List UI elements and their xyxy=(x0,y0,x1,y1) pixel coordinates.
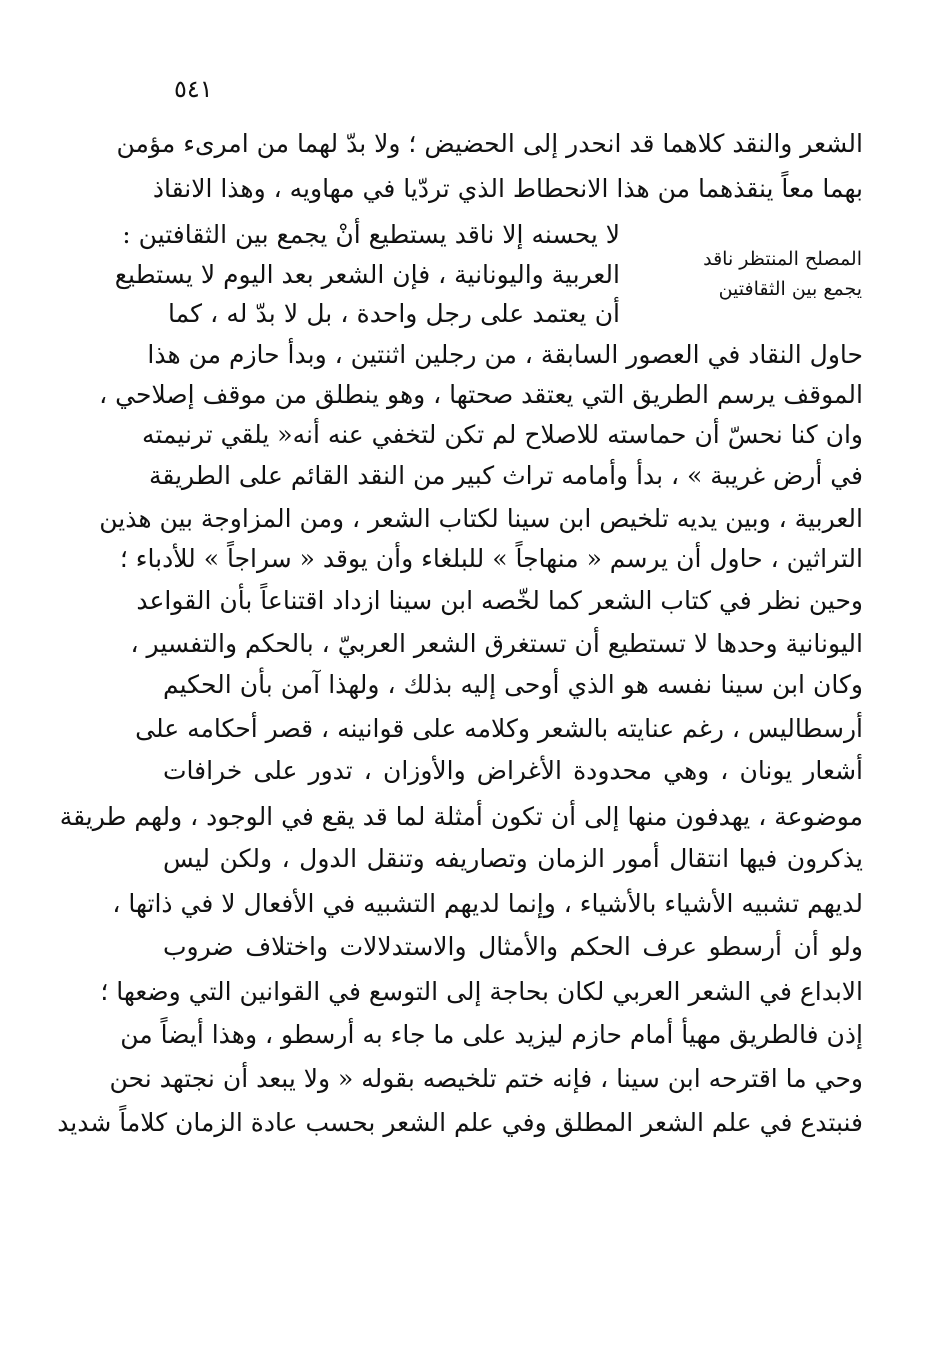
text-line: الابداع في الشعر العربي لكان بحاجة إلى التوسع في القوانين التي وضعها ؛ xyxy=(100,977,863,1006)
text-line: العربية ، وبين يديه تلخيص ابن سينا لكتاب الشعر ، ومن المزاوجة بين هذين xyxy=(99,504,863,533)
margin-note xyxy=(676,244,862,304)
text-line: موضوعة ، يهدفون منها إلى أن تكون أمثلة لما قد يقع في الوجود ، ولهم طريقة xyxy=(59,802,863,831)
text-line: فنبتدع في علم الشعر المطلق وفي علم الشعر بحسب عادة الزمان كلاماً شديد xyxy=(57,1108,863,1137)
text-line: أشعار يونان ، وهي محدودة الأغراض والأوزان ، تدور على خرافات xyxy=(163,756,863,785)
text-line: العربية واليونانية ، فإن الشعر بعد اليوم لا يستطيع xyxy=(114,260,620,289)
text-line: الشعر والنقد كلاهما قد انحدر إلى الحضيض ؛ ولا بدّ لهما من امرىء مؤمن xyxy=(116,129,863,158)
text-line: حاول النقاد في العصور السابقة ، من رجلين اثنتين ، وبدأ حازم من هذا xyxy=(147,340,863,369)
margin-note-line: يجمع بين الثقافتين xyxy=(718,278,862,300)
margin-note-line: المصلح المنتظر ناقد xyxy=(703,248,862,270)
text-line: بهما معاً ينقذهما من هذا الانحطاط الذي تردّيا في مهاويه ، وهذا الانقاذ xyxy=(152,174,863,203)
text-line: لديهم تشبيه الأشياء بالأشياء ، وإنما لديهم التشبيه في الأفعال لا في ذاتها ، xyxy=(112,889,863,918)
text-line: في أرض غريبة » ، بدأ وأمامه تراث كبير من النقد القائم على الطريقة xyxy=(149,461,863,490)
text-line: أن يعتمد على رجل واحدة ، بل لا بدّ له ، كما xyxy=(168,299,620,328)
text-line: يذكرون فيها انتقال أمور الزمان وتصاريفه وتنقل الدول ، ولكن ليس xyxy=(163,844,863,873)
text-line: لا يحسنه إلا ناقد يستطيع أنْ يجمع بين الثقافتين : xyxy=(122,220,620,249)
page-number: ٥٤١ xyxy=(174,75,213,103)
text-line: وحين نظر في كتاب الشعر كما لخّصه ابن سينا ازداد اقتناعاً بأن القواعد xyxy=(136,586,863,615)
text-line: الموقف يرسم الطريق التي يعتقد صحتها ، وهو ينطلق من موقف إصلاحي ، xyxy=(99,380,863,409)
text-line: وان كنا نحسّ أن حماسته للاصلاح لم تكن لتخفي عنه أنه« يلقي ترنيمته xyxy=(142,420,863,449)
text-line: وكان ابن سينا نفسه هو الذي أوحى إليه بذلك ، ولهذا آمن بأن الحكيم xyxy=(163,670,863,699)
text-line: أرسطاليس ، رغم عنايته بالشعر وكلامه على قوانينه ، قصر أحكامه على xyxy=(135,714,863,743)
text-line: وحي ما اقترحه ابن سينا ، فإنه ختم تلخيصه بقوله « ولا يبعد أن نجتهد نحن xyxy=(109,1064,863,1093)
text-line: التراثين ، حاول أن يرسم « منهاجاً » للبلغاء وأن يوقد « سراجاً » للأدباء ؛ xyxy=(119,544,863,573)
text-line: ولو أن أرسطو عرف الحكم والأمثال والاستدلالات واختلاف ضروب xyxy=(163,932,863,961)
text-line: إذن فالطريق مهيأ أمام حازم ليزيد على ما جاء به أرسطو ، وهذا أيضاً من xyxy=(120,1020,863,1049)
text-line: اليونانية وحدها لا تستطيع أن تستغرق الشعر العربيّ ، بالحكم والتفسير ، xyxy=(130,629,863,658)
